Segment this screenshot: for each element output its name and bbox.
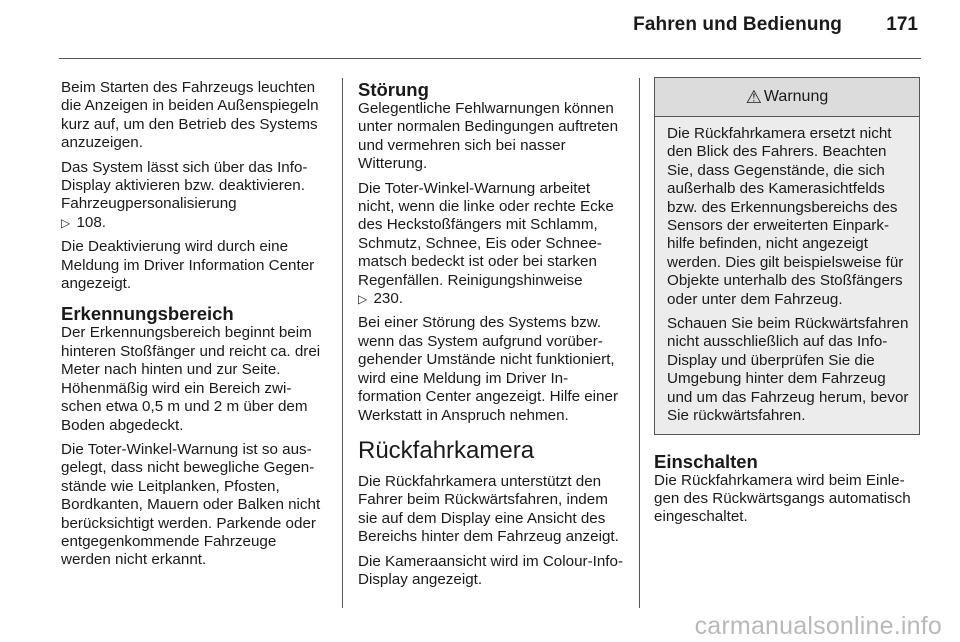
paragraph: Die Rückfahrkamera wird beim Einlegen des Rückwärtsgangs automatisch eingeschaltet. <box>654 471 911 526</box>
section-header-title: Fahren und Bedienung <box>633 14 842 35</box>
warning-title: Warnung <box>763 87 829 105</box>
paragraph: Die Kameraansicht wird im Colour-Info-Display angezeigt. <box>358 552 624 588</box>
warning-header <box>655 78 919 117</box>
paragraph: Die Toter-Winkel-Warnung arbeitet nicht, wenn die linke oder rechte Ecke des Heckstoßfängers mit Schlamm, Schmutz, Schnee, Eis oder Schneematsch bedeckt ist oder bei starken Regenfällen. Reinigungshinweise ▷ 230. <box>358 179 614 308</box>
page-reference: 230. <box>373 290 404 308</box>
warning-body <box>655 117 919 434</box>
page-reference-arrow-icon: ▷ <box>358 292 368 307</box>
section-heading: Störung <box>358 79 429 100</box>
paragraph: Die Rückfahrkamera unterstützt den Fahrer beim Rückwärtsfahren, indem sie auf dem Display eine Ansicht des Bereichs hinter dem Fahrzeug anzeigt. <box>358 472 619 546</box>
column-2 <box>358 79 624 595</box>
section-heading: Erkennungsbereich <box>61 303 234 325</box>
warning-box <box>654 77 920 435</box>
column-3 <box>654 77 920 533</box>
paragraph: Bei einer Störung des Systems bzw. wenn das System aufgrund vorübergehender Umstände nicht funktioniert, wird eine Meldung im Driver Information Center angezeigt. Hilfe einer Werkstatt in Anspruch nehmen. <box>358 314 619 424</box>
paragraph: Das System lässt sich über das Info-Display aktivieren bzw. deaktivieren. Fahrzeugpersonalisierung ▷ 108. <box>61 158 308 231</box>
paragraph: Die Toter-Winkel-Warnung ist so ausgelegt, dass nicht bewegliche Gegenstände wie Leitplanken, Pfosten, Bordkanten, Mauern oder Balken nicht berücksichtigt werden. Parkende oder entgegenkommende Fahrzeuge werden nicht erkannt. <box>61 440 321 569</box>
page-reference: 108. <box>76 213 107 231</box>
column-divider <box>639 78 640 608</box>
column-divider <box>342 78 343 608</box>
page-number: 171 <box>886 14 918 35</box>
paragraph: Gelegentliche Fehlwarnungen können unter normalen Bedingungen auftreten und vermehren sich bei nasser Witterung. <box>358 100 619 173</box>
section-heading: Einschalten <box>654 450 758 472</box>
page-reference-arrow-icon: ▷ <box>61 215 71 230</box>
paragraph: Der Erkennungsbereich beginnt beim hinteren Stoßfänger und reicht ca. drei Meter nach hinten und zur Seite. Höhenmäßig wird ein Bereich zwischen etwa 0,5 m und 2 m über dem Boden abgedeckt. <box>61 324 321 434</box>
paragraph: Die Deaktivierung wird durch eine Meldung im Driver Information Center angezeigt. <box>61 238 315 293</box>
paragraph: Schauen Sie beim Rückwärtsfahren nicht ausschließlich auf das Info-Display und überprüfen Sie die Umgebung hinter dem Fahrzeug und um das Fahrzeug herum, bevor Sie rückwärtsfahren. <box>667 315 909 425</box>
paragraph: Beim Starten des Fahrzeugs leuchten die Anzeigen in beiden Außenspiegeln kurz auf, um den Betrieb des Systems anzuzeigen. <box>61 79 319 152</box>
column-1 <box>61 79 325 576</box>
warning-triangle-icon: ⚠ <box>745 86 762 107</box>
chapter-title: Rückfahrkamera <box>358 436 535 464</box>
header-divider <box>59 58 921 59</box>
watermark-text: carmanualsonline.info <box>694 612 942 640</box>
paragraph: Die Rückfahrkamera ersetzt nicht den Blick des Fahrers. Beachten Sie, dass Gegenstände, die sich außerhalb des Kamerasichtfelds bzw. des Erkennungsbereichs des Sensors der erweiterten Einparkhilfe befinden, nicht angezeigt werden. Dies gilt beispielsweise für Objekte unterhalb des Stoßfängers oder unter dem Fahrzeug. <box>667 125 904 308</box>
